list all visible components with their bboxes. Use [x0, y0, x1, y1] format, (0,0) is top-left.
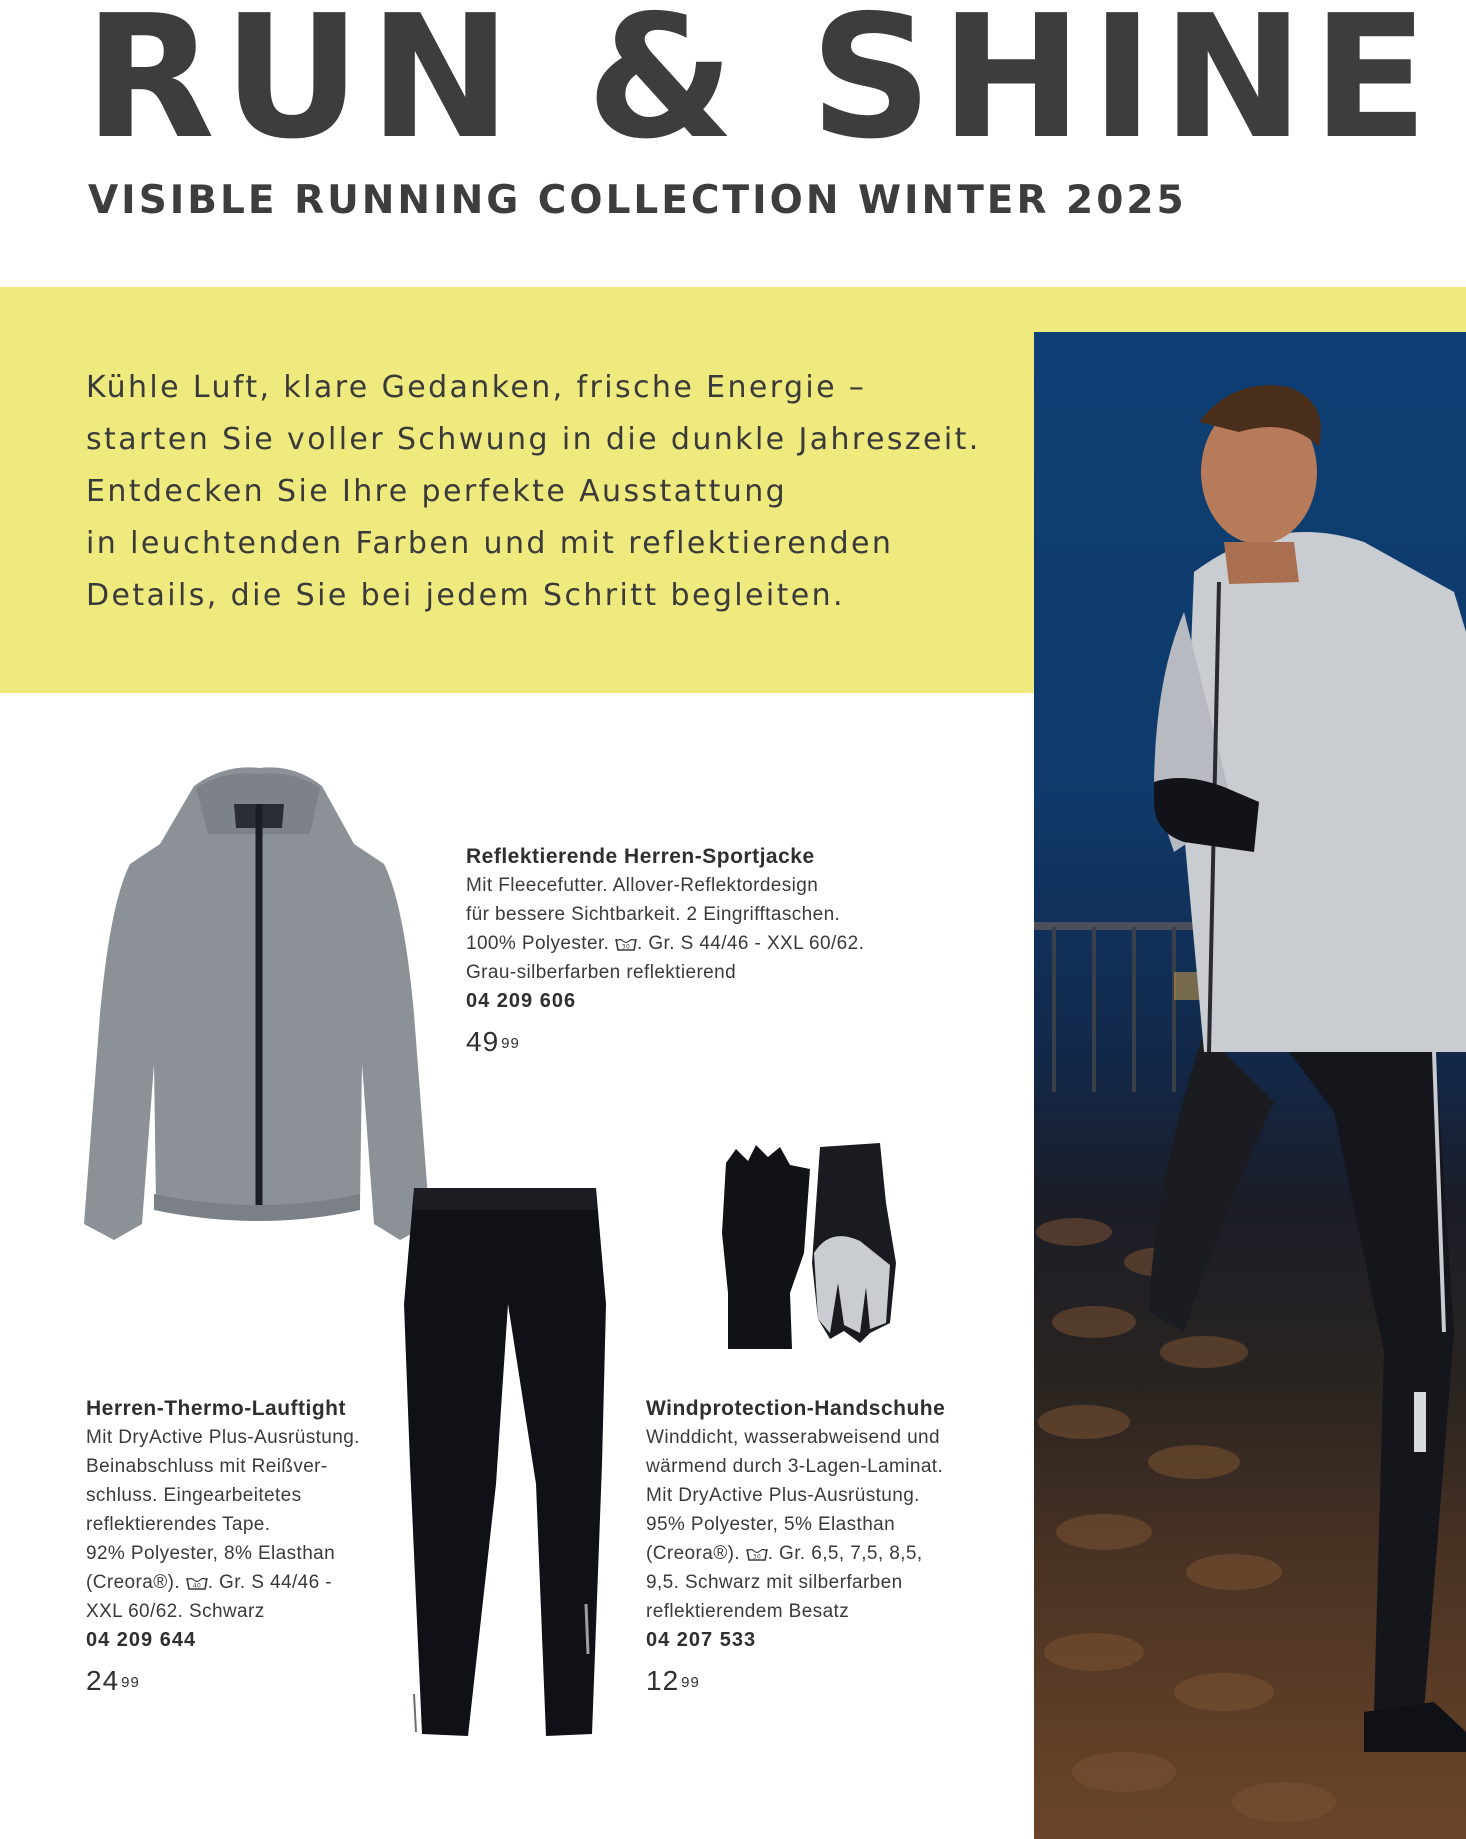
price	[646, 1659, 945, 1703]
article-number: 04 209 644	[86, 1629, 197, 1651]
page-subtitle: VISIBLE RUNNING COLLECTION WINTER 2025	[88, 178, 1187, 223]
product-description	[466, 871, 864, 987]
svg-text:30: 30	[621, 943, 631, 951]
desc-line-care	[466, 929, 864, 958]
tights-illustration	[396, 1184, 612, 1740]
desc-line: 92% Polyester, 8% Elasthan	[86, 1543, 336, 1564]
desc-line: schluss. Eingearbeitetes	[86, 1485, 302, 1506]
wash-30-icon	[615, 937, 637, 951]
product-description	[86, 1423, 360, 1626]
desc-line: Mit DryActive Plus-Ausrüstung.	[646, 1485, 920, 1506]
desc-line-care	[646, 1539, 945, 1568]
intro-line: Entdecken Sie Ihre perfekte Ausstattung	[86, 474, 788, 509]
svg-text:30: 30	[752, 1553, 761, 1561]
runner-illustration	[1034, 332, 1466, 1839]
product-name: Reflektierende Herren-Sportjacke	[466, 845, 815, 868]
tights-image	[396, 1184, 612, 1740]
price	[466, 1020, 864, 1064]
price	[86, 1659, 360, 1703]
price-main: 49	[466, 1026, 500, 1057]
desc-text: . Gr. 6,5, 7,5, 8,5,	[767, 1543, 923, 1564]
price-main: 12	[646, 1665, 680, 1696]
desc-line-care	[86, 1568, 360, 1597]
desc-text: . Gr. S 44/46 - XXL 60/62.	[637, 933, 865, 954]
intro-text	[86, 362, 1036, 622]
svg-text:40: 40	[192, 1582, 201, 1590]
intro-line: starten Sie voller Schwung in die dunkle Jahreszeit.	[86, 422, 981, 457]
gloves-image	[720, 1143, 906, 1353]
price-cents: 99	[121, 1674, 140, 1691]
product-name: Windprotection-Handschuhe	[646, 1397, 946, 1420]
intro-line: Details, die Sie bei jedem Schritt begleiten.	[86, 578, 845, 613]
intro-line: in leuchtenden Farben und mit reflektierenden	[86, 526, 894, 561]
page-title: RUN & SHINE	[84, 0, 1437, 177]
jacket-illustration	[84, 764, 430, 1244]
gloves-illustration	[720, 1143, 906, 1353]
price-cents: 99	[681, 1674, 700, 1691]
desc-line: Mit DryActive Plus-Ausrüstung.	[86, 1427, 360, 1448]
product-tights	[86, 1397, 360, 1703]
article-number: 04 209 606	[466, 990, 577, 1012]
desc-line: für bessere Sichtbarkeit. 2 Eingrifftaschen.	[466, 904, 841, 925]
desc-line: reflektierendes Tape.	[86, 1514, 271, 1535]
product-jacket	[466, 845, 864, 1064]
desc-line: Mit Fleecefutter. Allover-Reflektordesign	[466, 875, 819, 896]
price-cents: 99	[501, 1035, 520, 1052]
desc-line: XXL 60/62. Schwarz	[86, 1601, 265, 1622]
desc-line: Grau-silberfarben reflektierend	[466, 962, 737, 983]
desc-line: Winddicht, wasserabweisend und	[646, 1427, 940, 1448]
jacket-image	[84, 764, 430, 1244]
desc-line: Beinabschluss mit Reißver-	[86, 1456, 328, 1477]
product-gloves	[646, 1397, 945, 1703]
article-number: 04 207 533	[646, 1629, 757, 1651]
wash-30-icon	[746, 1547, 768, 1561]
desc-line: 9,5. Schwarz mit silberfarben	[646, 1572, 903, 1593]
wash-40-icon	[186, 1576, 208, 1590]
desc-line: reflektierendem Besatz	[646, 1601, 850, 1622]
product-description	[646, 1423, 945, 1626]
desc-text: (Creora®).	[86, 1572, 181, 1593]
runner-photo	[1034, 332, 1466, 1839]
desc-text: 100% Polyester.	[466, 933, 610, 954]
desc-line: 95% Polyester, 5% Elasthan	[646, 1514, 896, 1535]
intro-line: Kühle Luft, klare Gedanken, frische Energie –	[86, 370, 867, 405]
desc-line: wärmend durch 3-Lagen-Laminat.	[646, 1456, 944, 1477]
product-name: Herren-Thermo-Lauftight	[86, 1397, 346, 1420]
price-main: 24	[86, 1665, 120, 1696]
desc-text: (Creora®).	[646, 1543, 741, 1564]
desc-text: . Gr. S 44/46 -	[207, 1572, 332, 1593]
